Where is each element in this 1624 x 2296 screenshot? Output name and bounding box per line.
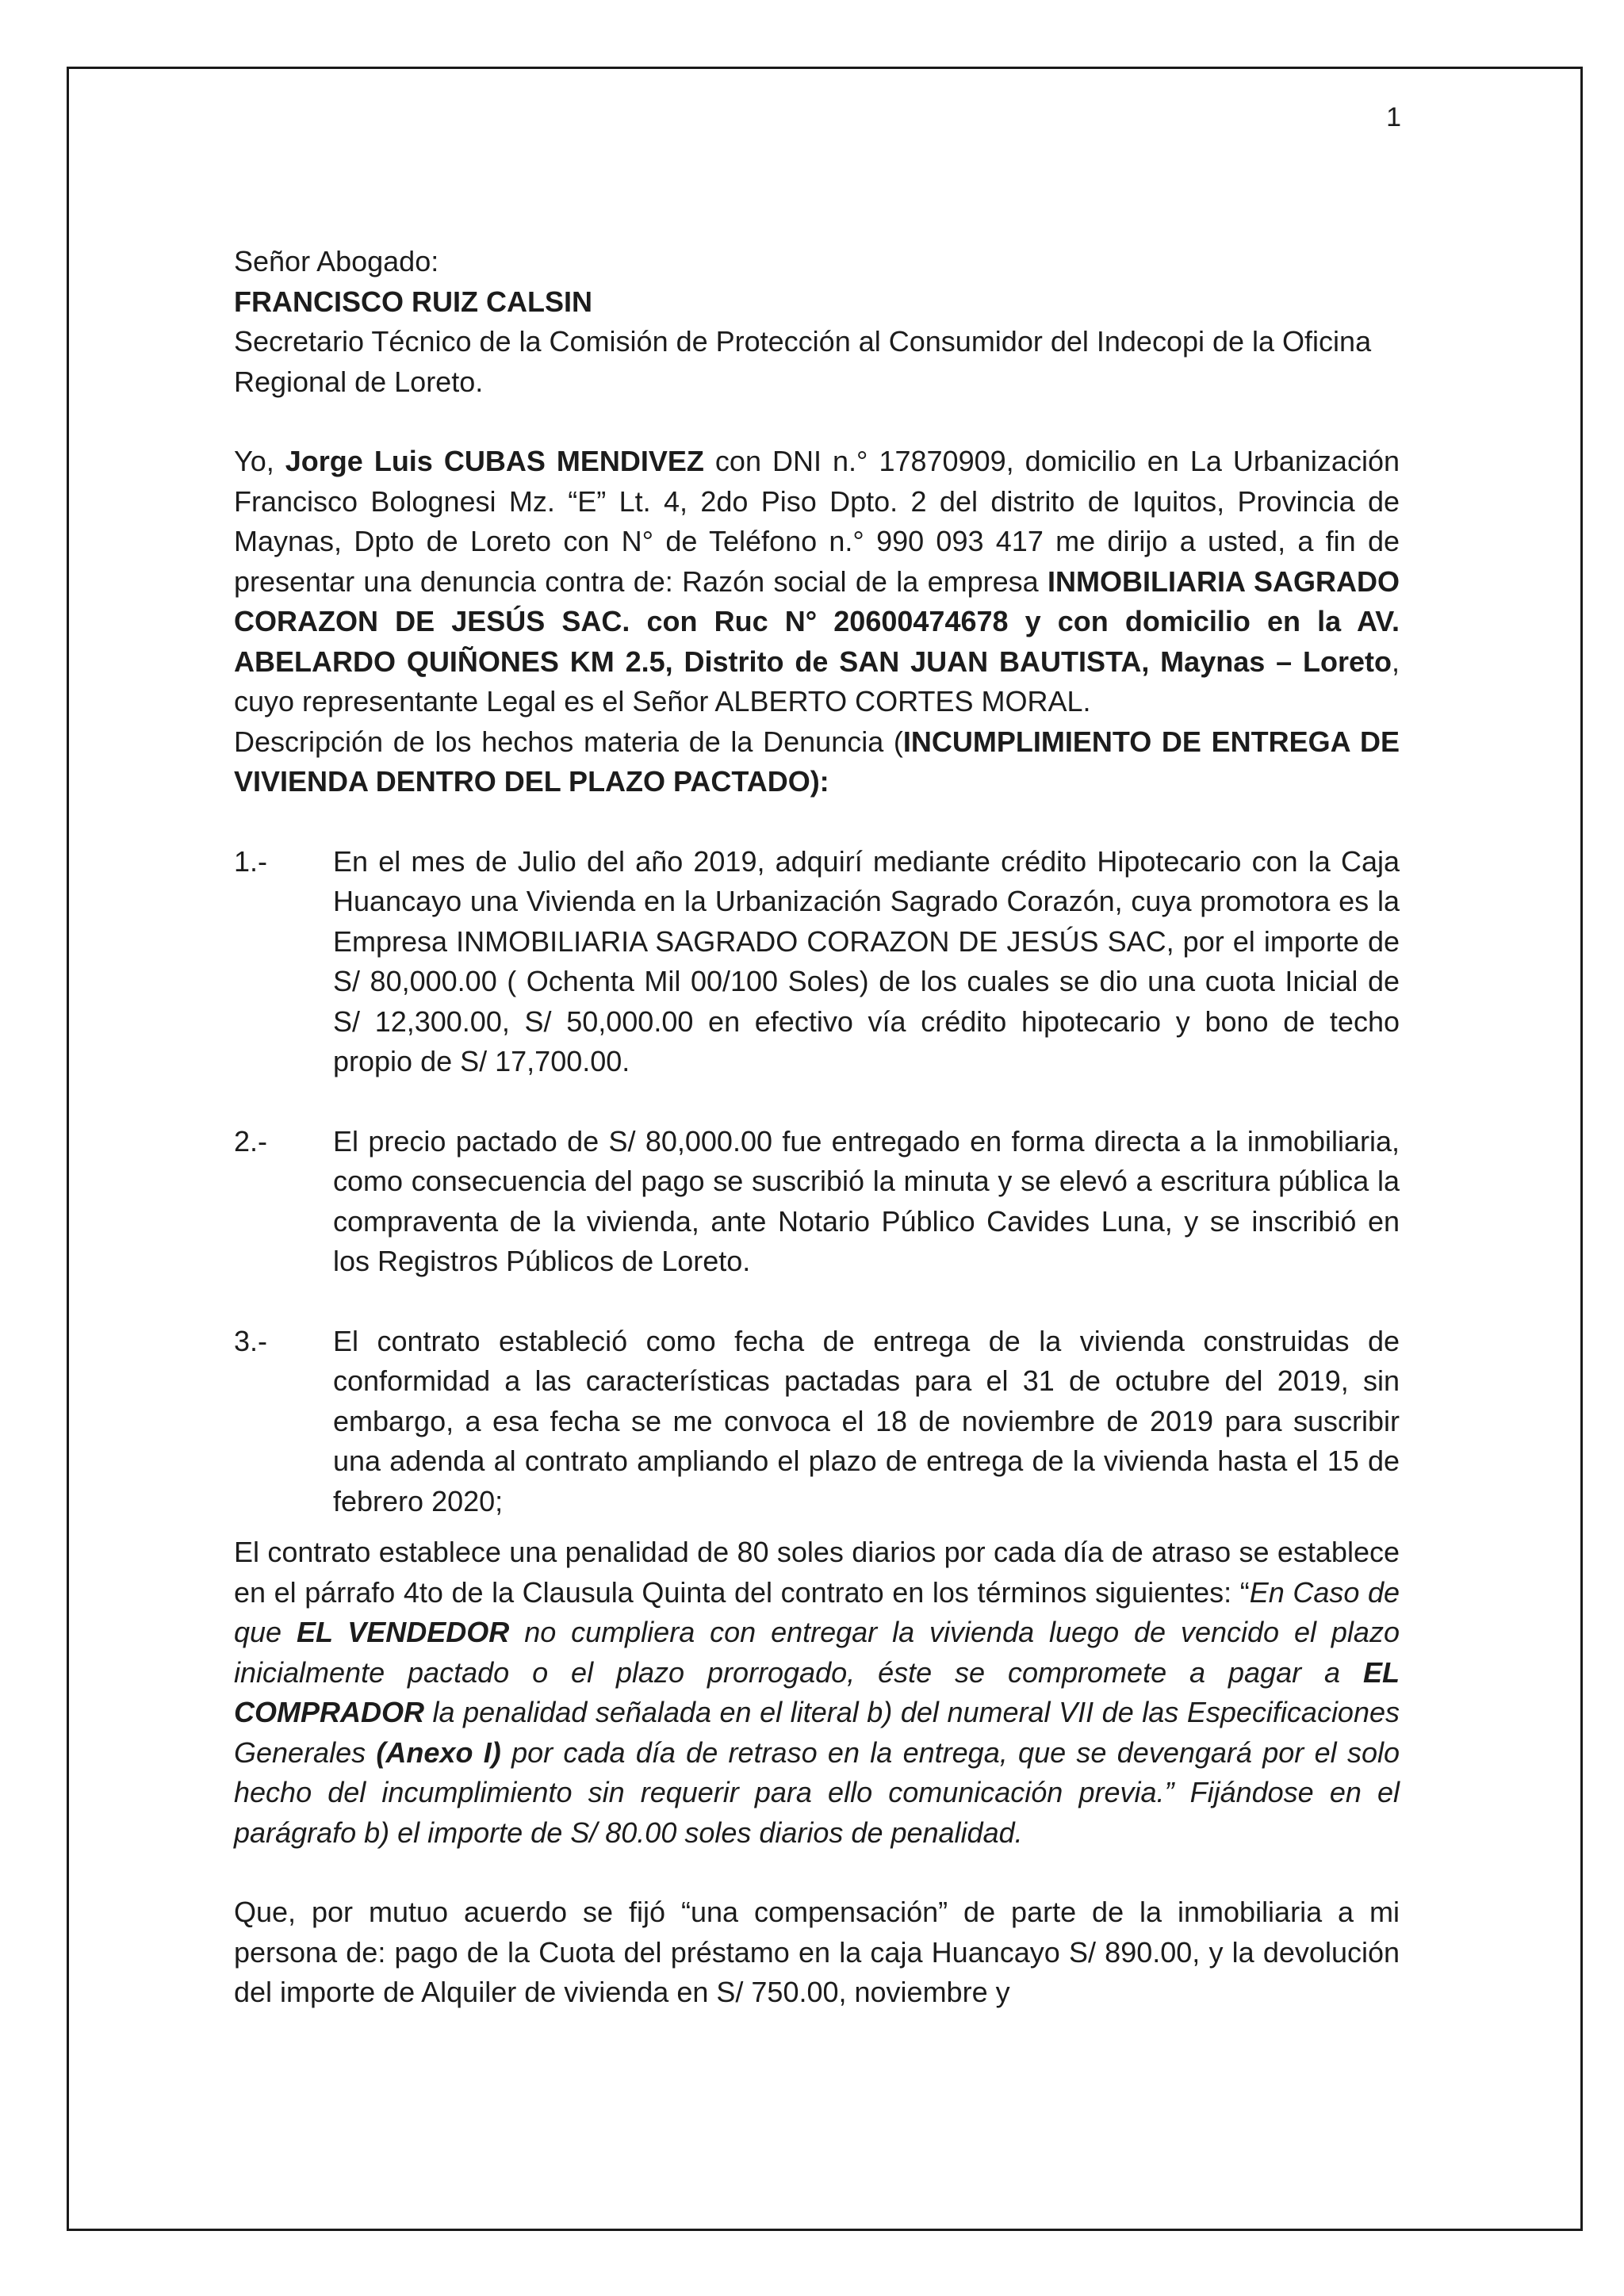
- list-item: [234, 842, 1400, 1082]
- addressee-name: FRANCISCO RUIZ CALSIN: [234, 285, 592, 318]
- company-details: INMOBILIARIA SAGRADO CORAZON DE JESÚS SAC. con Ruc N° 20600474678 y con domicilio en la AV. ABELARDO QUIÑONES KM 2.5, Distrito de SAN JUAN BAUTISTA, Maynas – Loreto: [234, 564, 1400, 678]
- list-item: [234, 1122, 1400, 1282]
- page-number: 1: [1386, 102, 1401, 132]
- item-text: El precio pactado de S/ 80,000.00 fue entregado en forma directa a la inmobiliaria, como consecuencia del pago se suscribió la minuta y se elevó a escritura pública la compraventa de la vivienda, ante Notario Público Cavides Luna, y se inscribió en los Registros Públicos de Loreto.: [333, 1124, 1400, 1277]
- item-number: 2.-: [234, 1124, 268, 1158]
- salutation: Señor Abogado:: [234, 245, 439, 277]
- addressee-role: Secretario Técnico de la Comisión de Protección al Consumidor del Indecopi de la Oficina Regional de Loreto.: [234, 325, 1372, 398]
- item-text: El contrato estableció como fecha de entrega de la vivienda construidas de conformidad a las características pactadas para el 31 de octubre del 2019, sin embargo, a esa fecha se me convoca el 18 de noviembre de 2019 para suscribir una adenda al contrato ampliando el plazo de entrega de la vivienda hasta el 15 de febrero 2020;: [333, 1324, 1400, 1517]
- complainant-name: Jorge Luis CUBAS MENDIVEZ: [285, 445, 704, 477]
- item-text: En el mes de Julio del año 2019, adquirí mediante crédito Hipotecario con la Caja Huancayo una Vivienda en la Urbanización Sagrado Corazón, cuya promotora es la Empresa INMOBILIARIA SAGRADO CORAZON DE JESÚS SAC, por el importe de S/ 80,000.00 ( Ochenta Mil 00/100 Soles) de los cuales se dio una cuota Inicial de S/ 12,300.00, S/ 50,000.00 en efectivo vía crédito hipotecario y bono de techo propio de S/ 17,700.00.: [333, 844, 1400, 1077]
- document-body: [234, 242, 1400, 2013]
- facts-heading: Descripción de los hechos materia de la Denuncia (INCUMPLIMIENTO DE ENTREGA DE VIVIENDA DENTRO DEL PLAZO PACTADO):: [234, 725, 1400, 798]
- list-item: [234, 1322, 1400, 1522]
- item-number: 3.-: [234, 1324, 268, 1357]
- penalty-paragraph: El contrato establece una penalidad de 80 soles diarios por cada día de atraso se establece en el párrafo 4to de la Clausula Quinta del contrato en los términos siguientes: “En Caso de que EL VENDEDOR no cumpliera con entregar la vivienda luego de vencido el plazo inicialmente pactado o el plazo prorrogado, éste se compromete a pagar a EL COMPRADOR la penalidad señalada en el literal b) del numeral VII de las Especificaciones Generales (Anexo I) por cada día de retraso en la entrega, que se devengará por el solo hecho del incumplimiento sin requerir para ello comunicación previa.” Fijándose en el parágrafo b) el importe de S/ 80.00 soles diarios de penalidad.: [234, 1536, 1400, 1849]
- intro-paragraph: Yo, Jorge Luis CUBAS MENDIVEZ con DNI n.° 17870909, domicilio en La Urbanización Francisco Bolognesi Mz. “E” Lt. 4, 2do Piso Dpto. 2 del distrito de Iquitos, Provincia de Maynas, Dpto de Loreto con N° de Teléfono n.° 990 093 417 me dirijo a usted, a fin de presentar una denuncia contra de: Razón social de la empresa INMOBILIARIA SAGRADO CORAZON DE JESÚS SAC. con Ruc N° 20600474678 y con domicilio en la AV. ABELARDO QUIÑONES KM 2.5, Distrito de SAN JUAN BAUTISTA, Maynas – Loreto, cuyo representante Legal es el Señor ALBERTO CORTES MORAL.: [234, 445, 1400, 718]
- compensation-paragraph: Que, por mutuo acuerdo se fijó “una compensación” de parte de la inmobiliaria a mi persona de: pago de la Cuota del préstamo en la caja Huancayo S/ 890.00, y la devolución del importe de Alquiler de vivienda en S/ 750.00, noviembre y: [234, 1896, 1400, 2008]
- item-number: 1.-: [234, 844, 268, 878]
